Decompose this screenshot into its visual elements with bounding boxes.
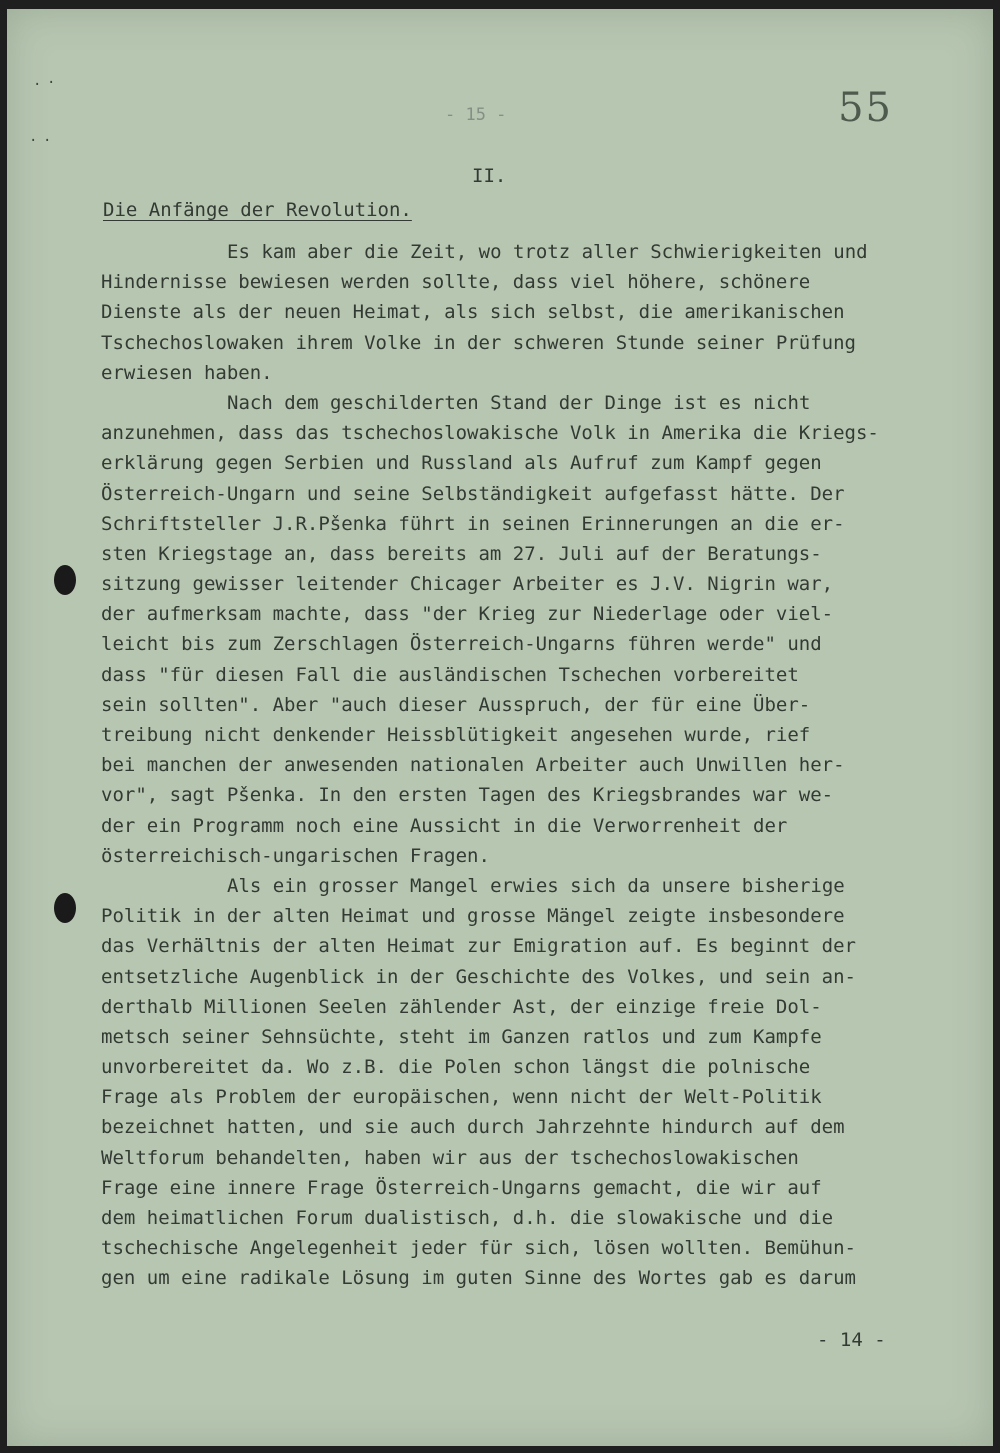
- text-line: das Verhältnis der alten Heimat zur Emigration auf. Es beginnt der: [101, 935, 856, 958]
- text-line: leicht bis zum Zerschlagen Österreich-Ungarns führen werde" und: [101, 633, 822, 656]
- text-line: sitzung gewisser leitender Chicager Arbeiter es J.V. Nigrin war,: [101, 573, 834, 596]
- section-title: Die Anfänge der Revolution.: [103, 199, 412, 221]
- text-line: Tschechoslowaken ihrem Volke in der schweren Stunde seiner Prüfung: [101, 331, 856, 354]
- text-line: Schriftsteller J.R.Pšenka führt in seinen Erinnerungen an die er-: [101, 512, 845, 535]
- page-number: - 14 -: [817, 1329, 886, 1351]
- faded-page-number: - 15 -: [445, 105, 507, 125]
- punch-hole: [54, 893, 76, 923]
- text-line: entsetzliche Augenblick in der Geschichte des Volkes, und sein an-: [101, 965, 856, 988]
- text-line: metsch seiner Sehnsüchte, steht im Ganzen ratlos und zum Kampfe: [101, 1025, 822, 1048]
- text-line: dem heimatlichen Forum dualistisch, d.h. die slowakische und die: [101, 1207, 834, 1229]
- margin-mark: ·: [47, 75, 56, 91]
- text-line: Frage als Problem der europäischen, wenn nicht der Welt-Politik: [101, 1086, 822, 1109]
- text-line: österreichisch-ungarischen Fragen.: [101, 844, 490, 867]
- text-line: der ein Programm noch eine Aussicht in die Verworrenheit der: [101, 814, 788, 837]
- text-line: Weltforum behandelten, haben wir aus der tschechoslowakischen: [101, 1146, 799, 1169]
- archive-page-number: 55: [838, 85, 893, 131]
- text-line: tschechische Angelegenheit jeder für sich, lösen wollten. Bemühun-: [101, 1237, 856, 1260]
- text-line: Es kam aber die Zeit, wo trotz aller Schwierigkeiten und: [227, 241, 868, 263]
- margin-mark: ·: [43, 133, 52, 149]
- body-text: [101, 237, 961, 1294]
- text-line: unvorbereitet da. Wo z.B. die Polen schon längst die polnische: [101, 1056, 811, 1079]
- document-page: [7, 9, 993, 1446]
- text-line: erwiesen haben.: [101, 361, 273, 384]
- margin-mark: ·: [33, 77, 42, 93]
- text-line: erklärung gegen Serbien und Russland als Aufruf zum Kampf gegen: [101, 452, 822, 475]
- text-line: dass "für diesen Fall die ausländischen Tschechen vorbereitet: [101, 663, 799, 686]
- text-line: sten Kriegstage an, dass bereits am 27. Juli auf der Beratungs-: [101, 542, 822, 565]
- text-line: treibung nicht denkender Heissblütigkeit angesehen wurde, rief: [101, 724, 811, 746]
- text-line: Als ein grosser Mangel erwies sich da unsere bisherige: [227, 874, 845, 897]
- margin-mark: ·: [29, 133, 38, 149]
- text-line: Frage eine innere Frage Österreich-Ungarns gemacht, die wir auf: [101, 1176, 822, 1199]
- text-line: sein sollten". Aber "auch dieser Ausspruch, der für eine Über-: [101, 693, 811, 716]
- text-line: derthalb Millionen Seelen zählender Ast, der einzige freie Dol-: [101, 995, 822, 1018]
- text-line: Dienste als der neuen Heimat, als sich selbst, die amerikanischen: [101, 301, 845, 324]
- text-line: Hindernisse bewiesen werden sollte, dass viel höhere, schönere: [101, 271, 811, 294]
- text-line: Österreich-Ungarn und seine Selbständigkeit aufgefasst hätte. Der: [101, 482, 845, 505]
- text-line: bei manchen der anwesenden nationalen Arbeiter auch Unwillen her-: [101, 754, 845, 777]
- text-line: vor", sagt Pšenka. In den ersten Tagen des Kriegsbrandes war we-: [101, 784, 834, 807]
- text-line: Nach dem geschilderten Stand der Dinge ist es nicht: [227, 391, 811, 414]
- punch-hole: [54, 565, 76, 595]
- text-line: anzunehmen, dass das tschechoslowakische Volk in Amerika die Kriegs-: [101, 422, 879, 445]
- text-line: gen um eine radikale Lösung im guten Sinne des Wortes gab es darum: [101, 1267, 856, 1290]
- text-line: der aufmerksam machte, dass "der Krieg zur Niederlage oder viel-: [101, 603, 834, 626]
- chapter-number: II.: [472, 165, 507, 187]
- text-line: Politik in der alten Heimat und grosse Mängel zeigte insbesondere: [101, 905, 845, 928]
- text-line: bezeichnet hatten, und sie auch durch Jahrzehnte hindurch auf dem: [101, 1116, 845, 1139]
